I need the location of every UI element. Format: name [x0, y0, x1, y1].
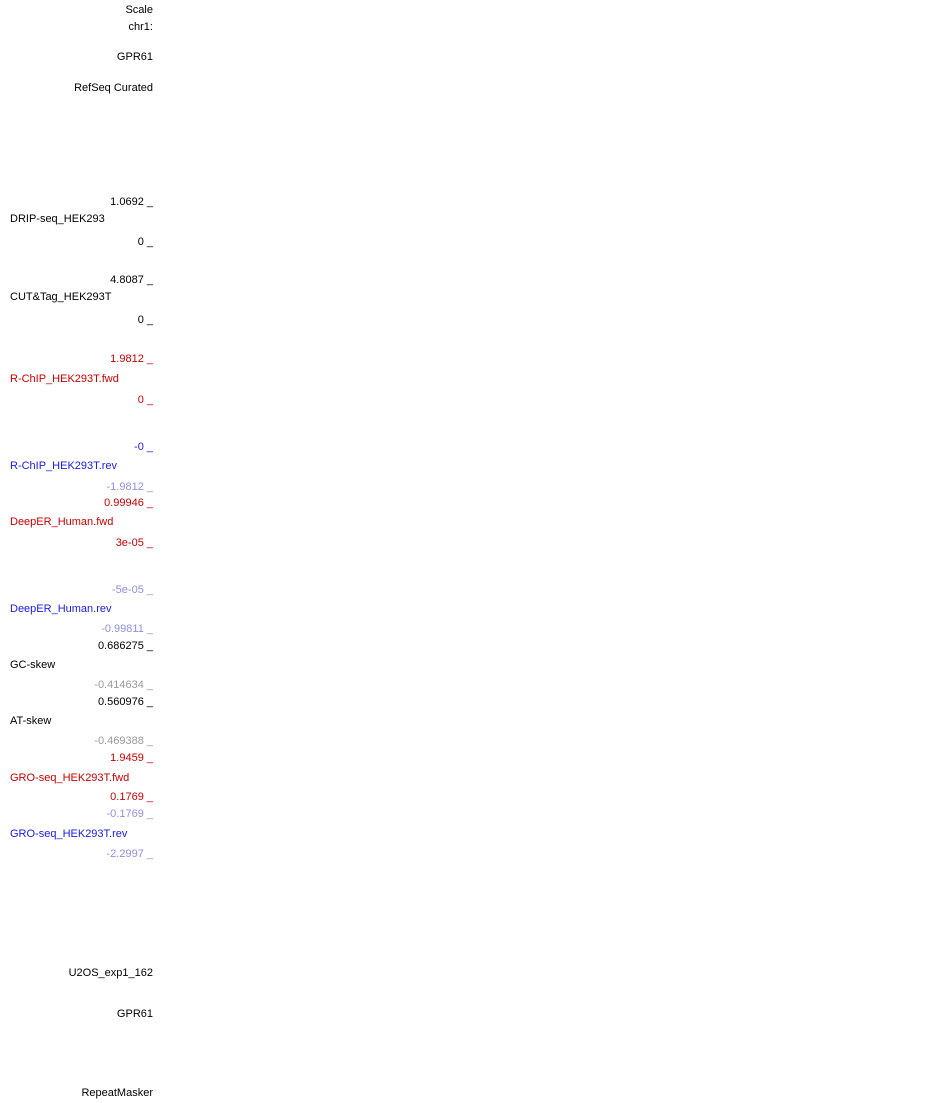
track-label-gro-seq-hek293t-fwd[interactable]: GRO-seq_HEK293T.fwd [10, 772, 130, 784]
track-min-r-chip-hek293t-rev: -1.9812 _ [106, 481, 153, 493]
track-min-deeper-human-rev: -0.99811 _ [101, 623, 153, 635]
track-label-u2os-exp1-162[interactable]: U2OS_exp1_162 [68, 967, 153, 979]
track-max-cut-and-tag-hek293t: 4.8087 _ [110, 274, 153, 286]
track-max-gc-skew: 0.686275 _ [97, 640, 153, 652]
track-label-r-chip-hek293t-rev[interactable]: R-ChIP_HEK293T.rev [10, 460, 117, 472]
track-min-gc-skew: -0.414634 _ [94, 679, 153, 691]
track-max-deeper-human-rev: -5e-05 _ [112, 584, 153, 596]
track-max-drip-seq-hek293: 1.0692 _ [110, 196, 153, 208]
scale-label: Scale [125, 4, 153, 16]
track-min-at-skew: -0.469388 _ [94, 735, 153, 747]
repeatmasker-track-label[interactable]: RepeatMasker [81, 1087, 153, 1099]
track-min-gro-seq-hek293t-rev: -2.2997 _ [106, 848, 153, 860]
track-label-r-chip-hek293t-fwd[interactable]: R-ChIP_HEK293T.fwd [10, 373, 119, 385]
track-label-at-skew[interactable]: AT-skew [10, 715, 52, 727]
track-max-r-chip-hek293t-rev: -0 _ [134, 441, 153, 453]
track-label-deeper-human-rev[interactable]: DeepER_Human.rev [10, 603, 112, 615]
track-max-at-skew: 0.560976 _ [97, 696, 153, 708]
track-min-cut-and-tag-hek293t: 0 _ [137, 314, 153, 326]
track-min-deeper-human-fwd: 3e-05 _ [115, 537, 153, 549]
track-max-deeper-human-fwd: 0.99946 _ [104, 497, 153, 509]
gene-track-top-label[interactable]: GPR61 [116, 51, 153, 63]
track-min-drip-seq-hek293: 0 _ [137, 236, 153, 248]
track-label-deeper-human-fwd[interactable]: DeepER_Human.fwd [10, 516, 114, 528]
track-min-r-chip-hek293t-fwd: 0 _ [137, 394, 153, 406]
track-max-r-chip-hek293t-fwd: 1.9812 _ [110, 353, 153, 365]
track-label-gc-skew[interactable]: GC-skew [10, 659, 56, 671]
track-min-gro-seq-hek293t-fwd: 0.1769 _ [110, 791, 153, 803]
chromosome-position-label: chr1: [128, 21, 153, 33]
gene-track-bottom-label[interactable]: GPR61 [116, 1008, 153, 1020]
track-max-gro-seq-hek293t-rev: -0.1769 _ [106, 808, 153, 820]
refseq-curated-track-label[interactable]: RefSeq Curated [74, 82, 153, 94]
track-label-cut-and-tag-hek293t[interactable]: CUT&Tag_HEK293T [10, 291, 112, 303]
track-label-drip-seq-hek293[interactable]: DRIP-seq_HEK293 [10, 213, 105, 225]
track-max-gro-seq-hek293t-fwd: 1.9459 _ [110, 752, 153, 764]
track-label-gro-seq-hek293t-rev[interactable]: GRO-seq_HEK293T.rev [10, 828, 128, 840]
